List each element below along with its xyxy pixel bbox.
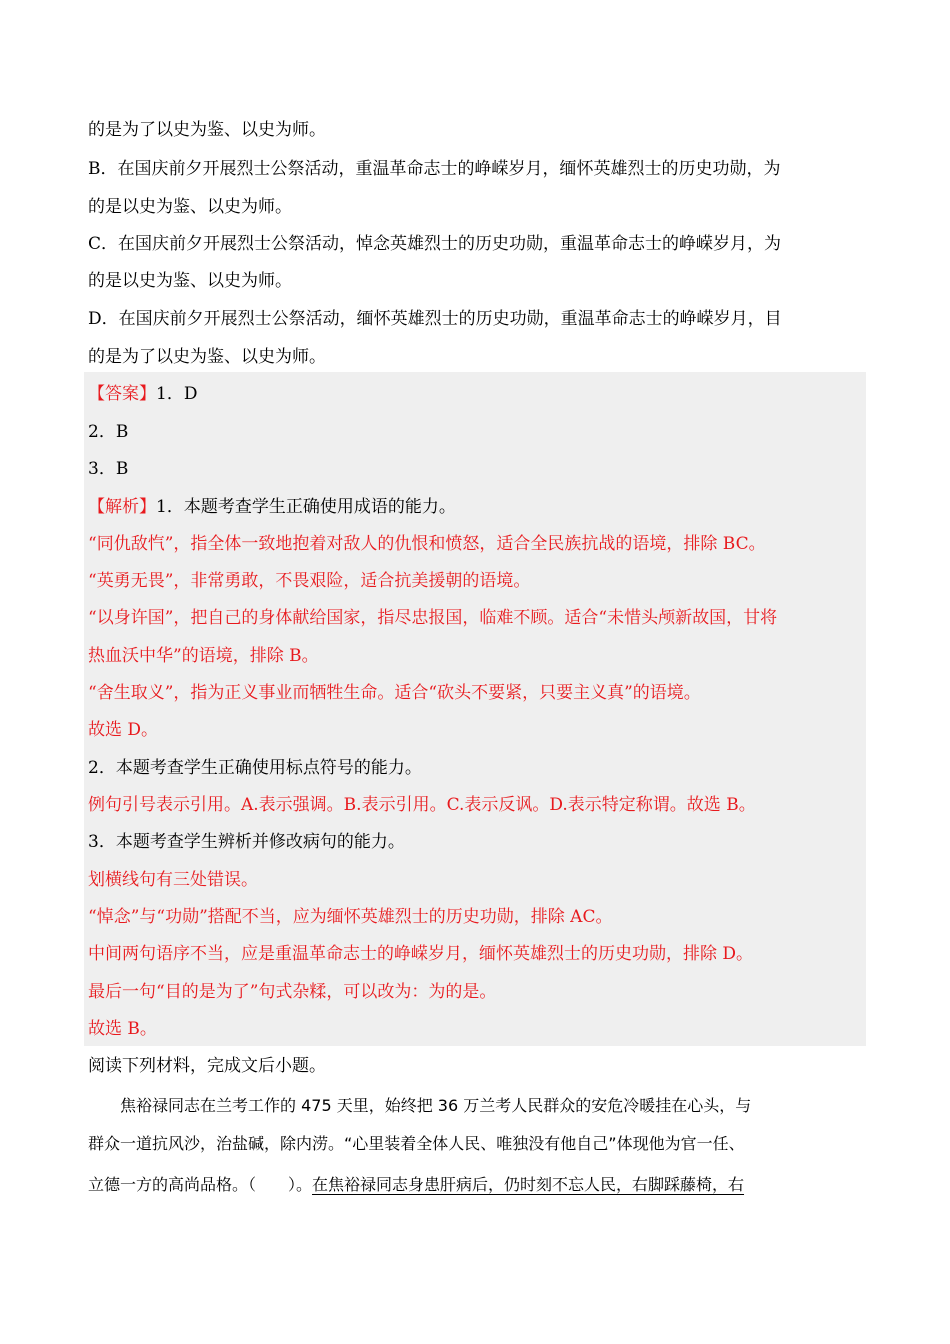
- answer-1: 1．D: [156, 384, 198, 404]
- passage-line2: 群众一道抗风沙，治盐碱，除内涝。“心里装着全体人民、唯独没有他自己”体现他为官一任、: [88, 1134, 745, 1153]
- answer-line-1: [88, 383, 866, 405]
- option-a-tail: 的是为了以史为鉴、以史为师。: [88, 120, 326, 140]
- analysis-q3-line5: 故选 B。: [88, 1019, 157, 1039]
- analysis-q1-line5: “舍生取义”，指为正义事业而牺牲生命。适合“砍头不要紧，只要主义真”的语境。: [88, 683, 701, 703]
- analysis-q1-intro: 1．本题考查学生正确使用成语的能力。: [156, 497, 456, 517]
- option-c-line2: 的是以史为鉴、以史为师。: [88, 271, 292, 291]
- analysis-q1-line4: 热血沃中华”的语境，排除 B。: [88, 646, 319, 666]
- option-d-line2: 的是为了以史为鉴、以史为师。: [88, 347, 326, 367]
- answer-2: 2．B: [88, 422, 129, 442]
- analysis-q1-line1: “同仇敌忾”，指全体一致地抱着对敌人的仇恨和愤怒，适合全民族抗战的语境，排除 BC。: [88, 534, 766, 554]
- analysis-q1-line2: “英勇无畏”，非常勇敢，不畏艰险，适合抗美援朝的语境。: [88, 571, 531, 591]
- option-b-line1: B．在国庆前夕开展烈士公祭活动，重温革命志士的峥嵘岁月，缅怀英雄烈士的历史功勋，为: [88, 159, 781, 179]
- underlined-sentence: 在焦裕禄同志身患肝病后，仍时刻不忘人民，右脚踩藤椅，右: [312, 1175, 745, 1194]
- analysis-q3-line2: “悼念”与“功勋”搭配不当，应为缅怀英雄烈士的历史功勋，排除 AC。: [88, 907, 613, 927]
- option-d-line1: D．在国庆前夕开展烈士公祭活动，缅怀英雄烈士的历史功勋，重温革命志士的峥嵘岁月，目: [88, 309, 782, 329]
- option-c-line1: C．在国庆前夕开展烈士公祭活动，悼念英雄烈士的历史功勋，重温革命志士的峥嵘岁月，为: [88, 234, 782, 254]
- analysis-label: 【解析】: [88, 497, 156, 517]
- reading-instruction: 阅读下列材料，完成文后小题。: [88, 1056, 326, 1076]
- analysis-q1-line3: “以身许国”，把自己的身体献给国家，指尽忠报国，临难不顾。适合“未惜头颅新故国，甘将: [88, 608, 778, 628]
- analysis-line-q1: [88, 496, 866, 518]
- analysis-q2-intro: 2．本题考查学生正确使用标点符号的能力。: [88, 758, 422, 778]
- passage-line3-start: 立德一方的高尚品格。（ ）。: [88, 1175, 313, 1194]
- answer-3: 3．B: [88, 459, 129, 479]
- analysis-q3-intro: 3．本题考查学生辨析并修改病句的能力。: [88, 832, 405, 852]
- passage-line1: 焦裕禄同志在兰考工作的 475 天里，始终把 36 万兰考人民群众的安危冷暖挂在心头，与: [120, 1096, 752, 1115]
- analysis-q2-line1: 例句引号表示引用。A.表示强调。B.表示引用。C.表示反讽。D.表示特定称谓。故选 B。: [88, 795, 756, 815]
- analysis-q3-line4: 最后一句“目的是为了”句式杂糅，可以改为：为的是。: [88, 982, 497, 1002]
- answer-label: 【答案】: [88, 384, 156, 404]
- passage-line3: [88, 1174, 866, 1196]
- analysis-q3-line3: 中间两句语序不当，应是重温革命志士的峥嵘岁月，缅怀英雄烈士的历史功勋，排除 D。: [88, 944, 754, 964]
- option-b-line2: 的是以史为鉴、以史为师。: [88, 197, 292, 217]
- analysis-q3-line1: 划横线句有三处错误。: [88, 870, 258, 890]
- analysis-q1-line6: 故选 D。: [88, 720, 159, 740]
